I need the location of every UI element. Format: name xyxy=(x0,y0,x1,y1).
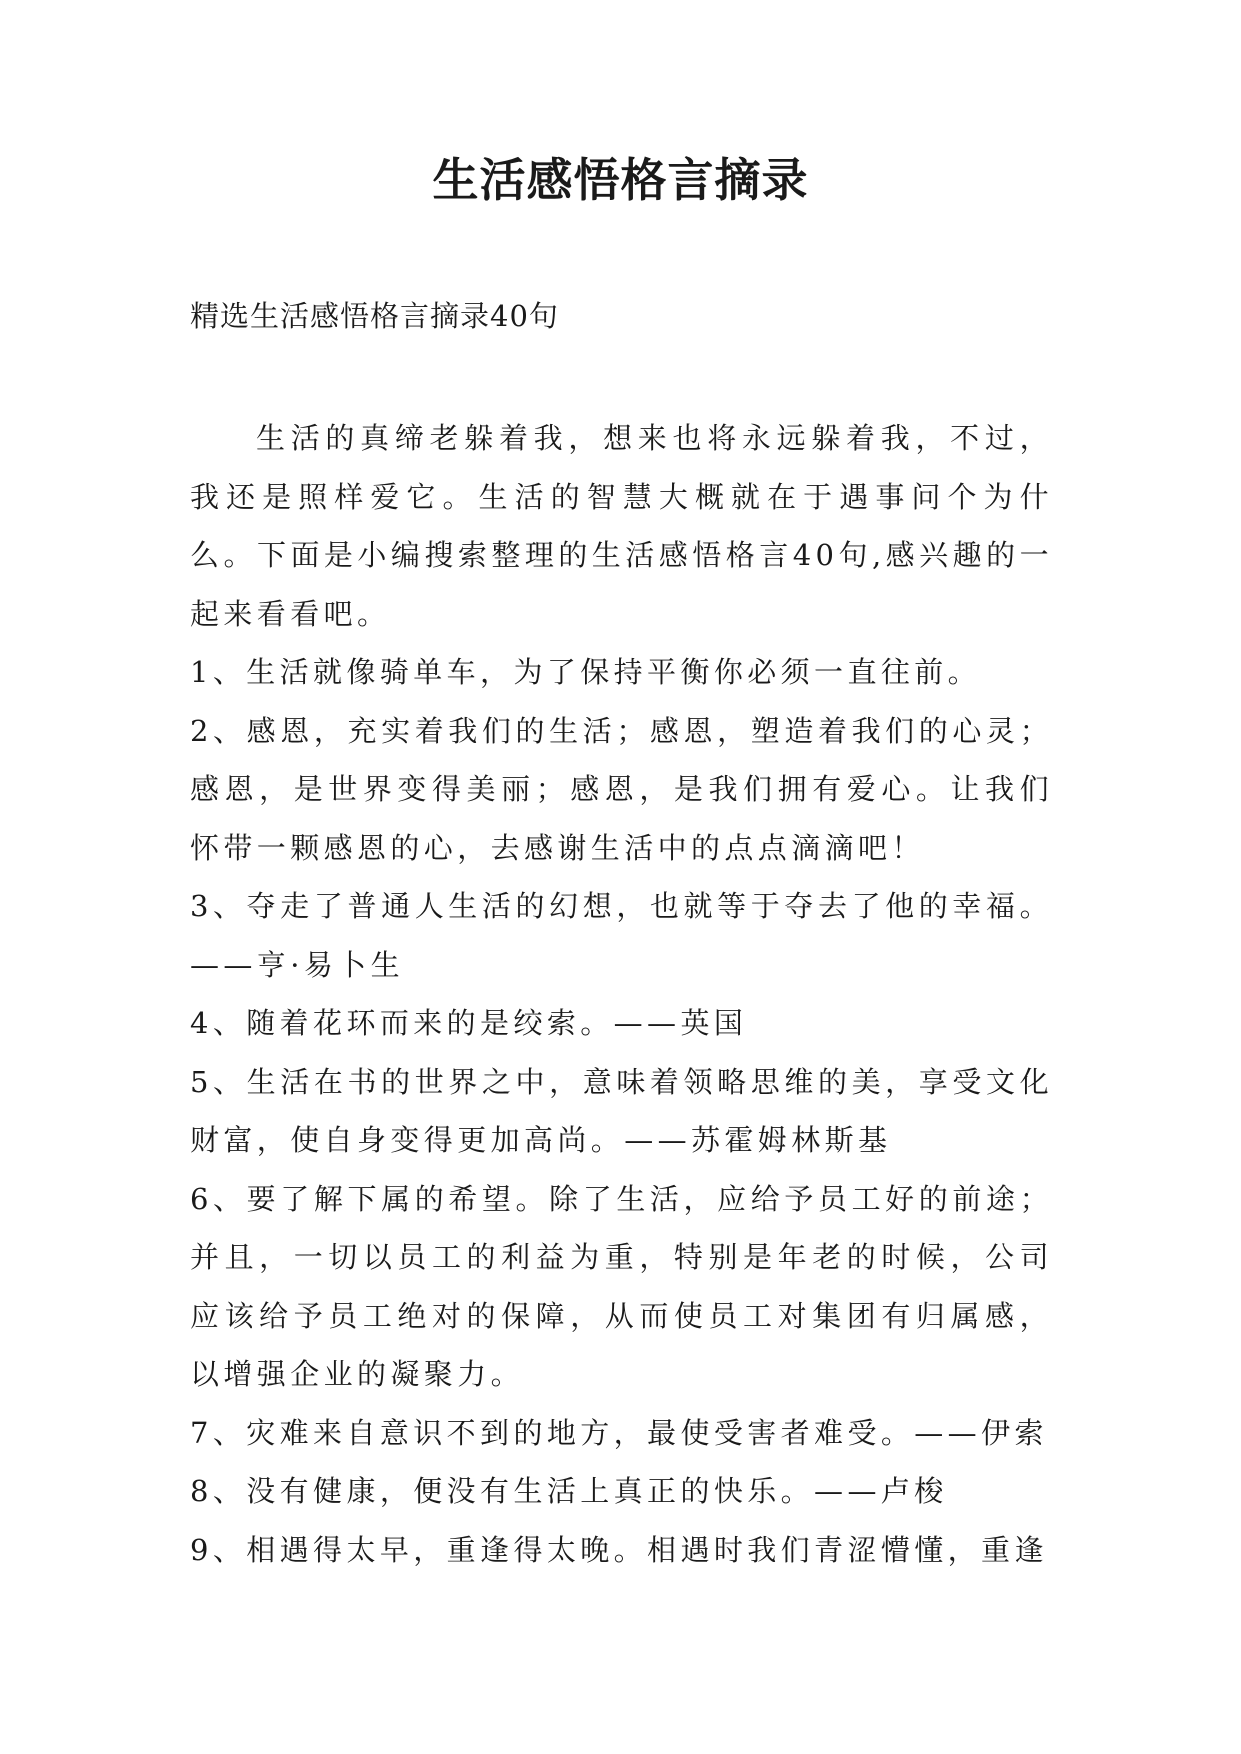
quote-item: 5、生活在书的世界之中，意味着领略思维的美，享受文化财富，使自身变得更加高尚。——苏霍姆林斯基 xyxy=(190,1064,1053,1157)
quote-item: 3、夺走了普通人生活的幻想，也就等于夺去了他的幸福。——亨·易卜生 xyxy=(190,889,1053,982)
quote-item: 4、随着花环而来的是绞索。——英国 xyxy=(190,1006,748,1040)
quote-item: 6、要了解下属的希望。除了生活，应给予员工好的前途；并且，一切以员工的利益为重，特别是年老的时候，公司应该给予员工绝对的保障，从而使员工对集团有归属感，以增强企业的凝聚力。 xyxy=(190,1181,1053,1391)
quote-item: 7、灾难来自意识不到的地方，最使受害者难受。——伊索 xyxy=(190,1415,1048,1450)
quote-item: 1、生活就像骑单车，为了保持平衡你必须一直往前。 xyxy=(190,655,982,689)
quote-item: 2、感恩，充实着我们的生活；感恩，塑造着我们的心灵；感恩，是世界变得美丽；感恩，是我们拥有爱心。让我们怀带一颗感恩的心，去感谢生活中的点点滴滴吧！ xyxy=(190,713,1053,865)
document-title: 生活感悟格言摘录 xyxy=(432,153,809,207)
quote-item: 8、没有健康，便没有生活上真正的快乐。——卢梭 xyxy=(190,1474,948,1508)
document-subtitle: 精选生活感悟格言摘录40句 xyxy=(190,299,559,333)
quote-item: 9、相遇得太早，重逢得太晚。相遇时我们青涩懵懂，重逢 xyxy=(190,1532,1048,1567)
document-body xyxy=(190,409,1053,1579)
intro-paragraph: 生活的真缔老躲着我，想来也将永远躲着我，不过，我还是照样爱它。生活的智慧大概就在于遇事问个为什么。下面是小编搜索整理的生活感悟格言40句,感兴趣的一起来看看吧。 xyxy=(190,421,1053,631)
